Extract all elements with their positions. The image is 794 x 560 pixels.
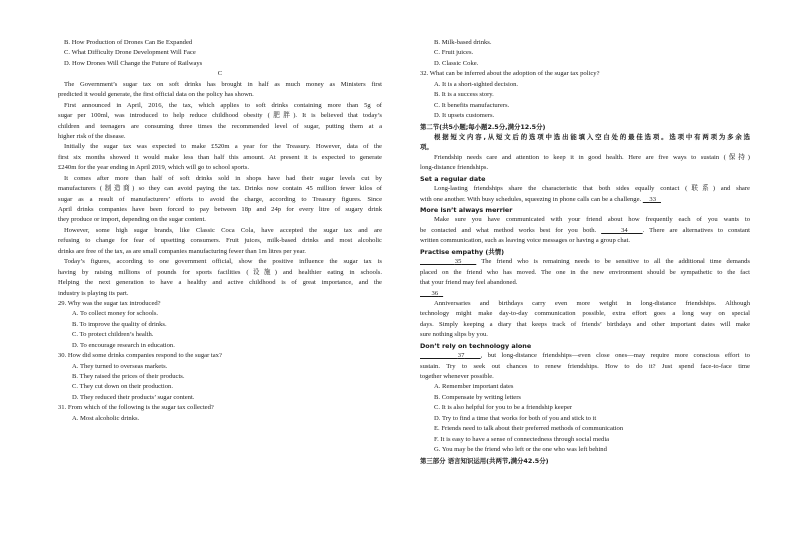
passage-line [420,351,750,361]
passage-line: Today’s figures, according to one government official, show the positive influence the sugar tax is [64,258,382,266]
question-option: B. To improve the quality of drinks. [72,320,167,328]
question-30: 30. How did some drinks companies respond to the sugar tax? [58,352,222,360]
question-option: D. It upsets customers. [434,112,495,120]
answer-option: A. Remember important dates [434,383,514,391]
answer-option: F. It is easy to have a sense of connectedness through social media [434,435,610,443]
blank-number: 36 [431,289,439,297]
question-option: B. Milk-based drinks. [434,39,492,46]
passage-line: days. Simply keeping a diary that keeps track of friends’ birthdays and other important dates will make [420,320,750,328]
passage-text: be contacted and what method works best for you both. [420,226,597,234]
passage-line: industry is playing its part. [58,289,129,297]
passage-line: sure nothing slips by you. [420,331,488,339]
passage-line: refusing to change for fear of upsetting consumers. Fruit juices, milk-based drinks and most alcoholic [58,237,382,245]
passage-line: sugar as a result of manufacturers’ efforts to avoid the charge, according to Treasury figures. Since [58,195,382,203]
blank-37 [420,352,481,359]
question-29: 29. Why was the sugar tax introduced? [58,299,161,307]
answer-option: D. Try to find a time that works for both of you and stick to it [434,414,597,422]
passage-line: Long-lasting friendships share the characteristic that both sides equally contact (联系) and share [434,185,750,193]
subheading: More isn’t always merrier [420,206,513,214]
answer-option: C. It is also helpful for you to be a friendship keeper [434,404,573,412]
option-line: B. How Production of Drones Can Be Expanded [64,39,193,46]
passage-line: Helping the next generation to have a healthy and active childhood is of great importance, and the [58,279,382,287]
blank-33 [643,196,661,203]
blank-34 [601,227,642,234]
passage-line: £240m for the year ending in April 2019, which will go to school sports. [58,164,250,172]
question-31: 31. From which of the following is the sugar tax collected? [58,404,214,412]
question-option: A. It is a short-sighted decision. [434,80,519,88]
question-option: B. They raised the prices of their products. [72,373,185,380]
passage-line: manufacturers (制造商) so they can avoid paying the tax. Drinks now contain 45 million fewer kilos of [58,185,382,193]
blank-35 [420,258,476,265]
answer-option: E. Friends need to talk about their preferred methods of communication [434,425,624,433]
passage-line: April drinks companies have been forced to pay between 18p and 24p for every litre of sugary drink [58,206,382,213]
question-option: A. Most alcoholic drinks. [72,414,140,422]
section-2-instructions: 根据短文内容,从短文后的选项中选出能填入空白处的最佳选项。选项中有两项为多余选 [434,132,750,141]
blank-number: 35 [454,258,462,266]
option-line: D. How Drones Will Change the Future of Railways [64,59,203,67]
passage-line: Friendship needs care and attention to keep it in good health. Here are five ways to sustain (保持) [434,153,750,161]
part-3-title: 第三部分 语言知识运用(共两节,满分42.5分) [420,456,549,465]
passage-line: placed on the friend who has moved. The one in the new environment should be sympathetic to the fact [420,268,750,276]
passage-text: with one another. With busy schedules, squeezing in phone calls can be a challenge. [420,195,642,203]
passage-line: first six months showed it would make less than half this amount. At present it is expected to generate [58,153,382,161]
passage-line: having by raising millions of pounds for sports facilities (设施) and healthier eating in schools. [58,268,382,276]
question-option: C. To protect children’s health. [72,331,154,339]
passage-line [420,195,750,205]
passage-line: predicted it would generate, the first official data on the policy has shown. [58,91,254,99]
subheading: Don’t rely on technology alone [420,341,532,350]
passage-line: Initially the sugar tax was expected to make £520m a year for the Treasury. However, data of the [64,143,382,151]
question-option: A. To collect money for schools. [72,310,159,318]
right-column [420,38,750,466]
passage-line: long-distance friendships. [420,164,489,172]
passage-line [420,226,750,236]
passage-line [420,289,750,299]
answer-option: G. You may be the friend who left or the one who was left behind [434,446,607,454]
blank-number: 37 [457,352,465,360]
passage-text: . There are alternatives to constant [642,226,750,234]
blank-36 [420,290,443,297]
section-label-c: C [217,70,223,78]
passage-line: However, some high sugar brands, like Classic Coca Cola, have accepted the sugar tax and are [64,226,382,234]
subheading: Set a regular date [420,174,486,183]
question-option: C. Fruit juices. [434,49,474,57]
question-option: D. Classic Coke. [434,59,479,67]
section-2-instructions-cont: 项。 [420,143,433,152]
passage-line: First announced in April, 2016, the tax, which applies to soft drinks containing more than 5g of [64,101,382,109]
passage-text: The friend who is remaining needs to be sensitive to all the additional time demands [481,258,750,266]
passage-line: Anniversaries and birthdays carry even more weight in long-distance friendships. Although [434,299,750,307]
question-option: C. It benefits manufacturers. [434,101,510,109]
passage-line: technology might make day-to-day communication possible, extra effort goes a long way on special [420,310,750,318]
passage-line [420,257,750,267]
question-option: D. To encourage research in education. [72,341,175,349]
question-32: 32. What can be inferred about the adoption of the sugar tax policy? [420,70,600,78]
blank-number: 34 [621,226,628,234]
question-option: B. It is a success story. [434,91,494,99]
question-option: A. They turned to overseas markets. [72,362,168,370]
passage-line: drinks are free of the tax, as are small companies manufacturing fewer than 1m litres per year. [58,247,306,255]
passage-line: sugar per 100ml, was introduced to help reduce childhood obesity (肥胖). It is believed that today’s [58,112,382,120]
passage-line: children and teenagers are consuming three times the recommended level of sugar, putting them at a [58,122,382,130]
passage-line: It comes after more than half of soft drinks sold in shops have had their sugar levels cut by [64,174,382,182]
answer-option: B. Compensate by writing letters [434,393,521,401]
subheading: Practise empathy (共情) [420,247,505,256]
option-line: C. What Difficulty Drone Development Will Face [64,49,196,57]
passage-text: , but long-distance friendships—even close ones—may require more conscious effort to [480,352,750,360]
passage-line: written communication, such as leaving voice messages or having a group chat. [420,237,631,245]
section-2-title: 第二节(共5小题;每小题2.5分,满分12.5分) [420,122,546,131]
passage-line: they produce or import, depending on the sugar content. [58,216,206,224]
passage-line: Make sure you have communicated with your friend about how frequently each of you wants to [434,216,750,224]
question-option: C. They cut down on their production. [72,383,173,391]
passage-line: higher risk of the disease. [58,132,126,140]
passage-line: together whenever possible. [420,373,494,380]
passage-line: that your friend may feel abandoned. [420,279,518,287]
left-column [58,38,382,424]
question-option: D. They reduced their products’ sugar content. [72,393,195,401]
blank-number: 33 [649,195,657,203]
passage-line: The Government’s sugar tax on soft drinks has brought in half as much money as Ministers first [64,80,382,88]
passage-line: sustain. Try to seek out chances to renew friendships. How to do it? Just spend face-to-face time [420,362,750,370]
